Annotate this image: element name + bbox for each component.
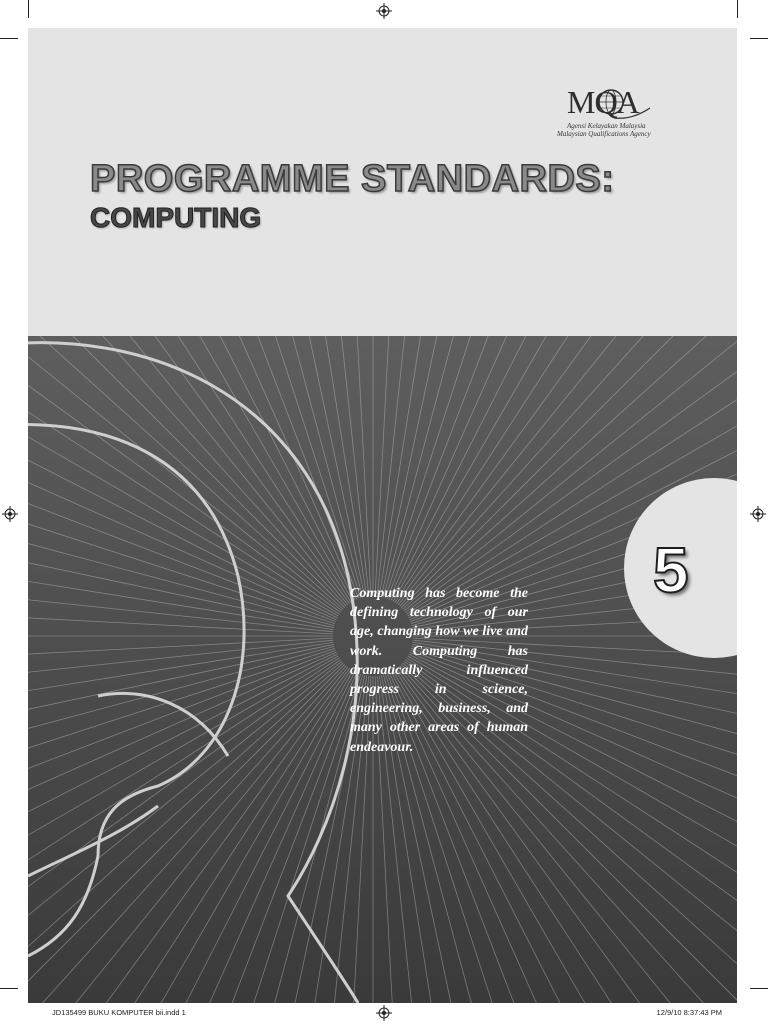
cover-page	[28, 28, 737, 1003]
logo-mark: MQA	[567, 84, 639, 120]
crop-mark-left-top	[0, 38, 18, 39]
cover-graphic-band	[28, 336, 737, 1003]
registration-mark-bottom-icon	[376, 1005, 392, 1021]
cover-subtitle: COMPUTING	[90, 202, 262, 233]
logo-agency-malay: Agensi Kelayakan Malaysia	[567, 122, 646, 130]
crop-mark-top-left	[28, 0, 29, 18]
cover-top-band	[28, 28, 737, 336]
volume-number: 5	[653, 534, 689, 606]
cover-blurb: Computing has become the defining technology of our age, changing how we live and work. Computing has dramatically influenced progress in science, engineering, business, and many other areas of human endeavour.	[350, 586, 528, 755]
crop-mark-top-right	[737, 0, 738, 18]
logo-swoosh-icon	[612, 106, 652, 122]
mqa-logo	[557, 84, 667, 140]
logo-agency-english: Malaysian Qualifications Agency	[557, 130, 651, 138]
registration-mark-top-icon	[376, 3, 392, 19]
slug-timestamp: 12/9/10 8:37:43 PM	[656, 1008, 722, 1017]
registration-mark-left-icon	[2, 506, 18, 522]
slug-filename: JD135499 BUKU KOMPUTER bii.indd 1	[52, 1008, 186, 1017]
crop-mark-left-bottom	[0, 988, 18, 989]
crop-mark-right-bottom	[750, 988, 768, 989]
registration-mark-right-icon	[750, 506, 766, 522]
crop-mark-right-top	[750, 38, 768, 39]
cover-title: PROGRAMME STANDARDS:	[90, 158, 615, 200]
